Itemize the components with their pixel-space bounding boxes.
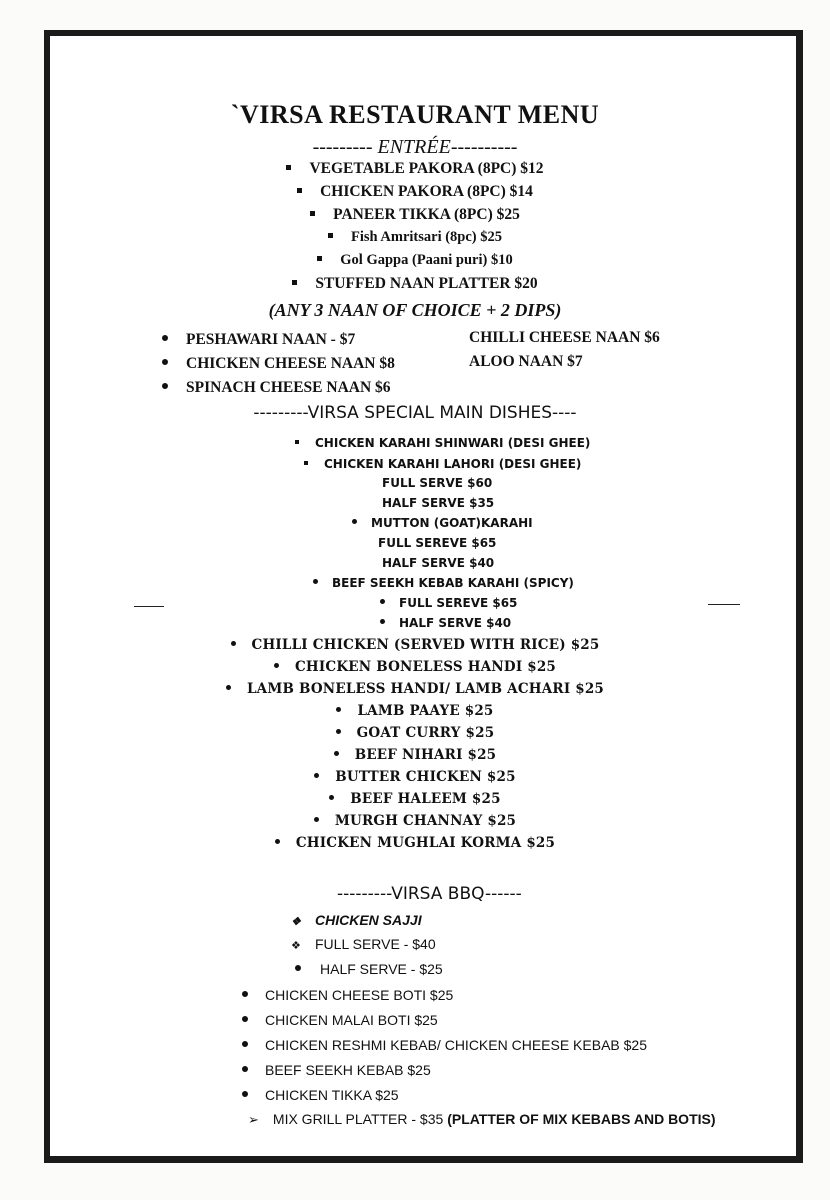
round-bullet-icon	[275, 839, 280, 844]
square-bullet-icon	[328, 233, 333, 238]
serve-option: FULL SEREVE $65	[380, 596, 517, 610]
square-bullet-icon	[286, 165, 291, 170]
square-bullet-icon	[317, 256, 322, 261]
round-bullet-icon	[274, 663, 279, 668]
bbq-item: CHICKEN MALAI BOTI $25	[242, 1012, 438, 1028]
dish-item: CHICKEN MUGHLAI KORMA $25	[0, 835, 830, 851]
bbq-heading: ---------VIRSA BBQ------	[337, 884, 522, 904]
dish-item: LAMB BONELESS HANDI/ LAMB ACHARI $25	[0, 681, 830, 697]
square-bullet-icon	[292, 280, 297, 285]
diamond-bullet-icon: ❖	[291, 940, 301, 952]
dish-item: CHICKEN KARAHI LAHORI (DESI GHEE)	[304, 457, 581, 471]
serve-option: HALF SERVE $35	[382, 496, 495, 510]
serve-option: FULL SEREVE $65	[378, 536, 497, 550]
dish-item: MURGH CHANNAY $25	[0, 813, 830, 829]
entree-item: STUFFED NAAN PLATTER $20	[0, 275, 830, 293]
round-bullet-icon	[313, 579, 318, 584]
scan-mark	[708, 604, 740, 605]
dish-item: GOAT CURRY $25	[0, 725, 830, 741]
round-bullet-icon	[231, 641, 236, 646]
dish-item: LAMB PAAYE $25	[0, 703, 830, 719]
bbq-item: ❖ CHICKEN SAJJI	[291, 912, 422, 928]
naan-item: ALOO NAAN $7	[469, 353, 583, 370]
round-bullet-icon	[295, 965, 301, 971]
round-bullet-icon	[242, 1066, 248, 1072]
square-bullet-icon	[297, 188, 302, 193]
round-bullet-icon	[162, 335, 168, 341]
entree-item: CHICKEN PAKORA (8PC) $14	[0, 183, 830, 201]
round-bullet-icon	[329, 795, 334, 800]
bbq-item: CHICKEN CHEESE BOTI $25	[242, 987, 453, 1003]
entree-item: Gol Gappa (Paani puri) $10	[0, 252, 830, 269]
entree-item: VEGETABLE PAKORA (8PC) $12	[0, 160, 830, 178]
dish-item: CHICKEN BONELESS HANDI $25	[0, 659, 830, 675]
dish-item: BUTTER CHICKEN $25	[0, 769, 830, 785]
serve-option: HALF SERVE - $25	[291, 961, 443, 977]
round-bullet-icon	[162, 359, 168, 365]
round-bullet-icon	[314, 773, 319, 778]
square-bullet-icon	[304, 461, 308, 465]
special-heading: ---------VIRSA SPECIAL MAIN DISHES----	[253, 403, 577, 423]
diamond-bullet-icon: ❖	[291, 916, 301, 928]
bbq-item: BEEF SEEKH KEBAB $25	[242, 1062, 431, 1078]
bbq-item: CHICKEN TIKKA $25	[242, 1087, 399, 1103]
bbq-item: ➢ MIX GRILL PLATTER - $35 (PLATTER OF MIX KEBABS AND BOTIS)	[248, 1111, 716, 1127]
square-bullet-icon	[310, 211, 315, 216]
serve-option: HALF SERVE $40	[382, 556, 495, 570]
dish-item: CHILLI CHICKEN (SERVED WITH RICE) $25	[0, 637, 830, 653]
round-bullet-icon	[380, 619, 385, 624]
round-bullet-icon	[226, 685, 231, 690]
round-bullet-icon	[334, 751, 339, 756]
entree-heading: --------- ENTRÉE----------	[312, 136, 518, 158]
square-bullet-icon	[295, 440, 299, 444]
naan-item: CHILLI CHEESE NAAN $6	[469, 329, 660, 346]
bbq-item: CHICKEN RESHMI KEBAB/ CHICKEN CHEESE KEBAB $25	[242, 1037, 647, 1053]
round-bullet-icon	[242, 1041, 248, 1047]
round-bullet-icon	[336, 729, 341, 734]
serve-option: FULL SERVE $60	[382, 476, 493, 490]
arrow-bullet-icon: ➢	[248, 1112, 259, 1127]
dish-item: BEEF NIHARI $25	[0, 747, 830, 763]
entree-item: Fish Amritsari (8pc) $25	[0, 229, 830, 246]
dish-item: BEEF HALEEM $25	[0, 791, 830, 807]
round-bullet-icon	[352, 519, 357, 524]
round-bullet-icon	[242, 991, 248, 997]
serve-option: HALF SERVE $40	[380, 616, 511, 630]
menu-title: `VIRSA RESTAURANT MENU	[230, 100, 600, 129]
naan-item: PESHAWARI NAAN - $7	[162, 331, 355, 349]
round-bullet-icon	[162, 383, 168, 389]
naan-item: CHICKEN CHEESE NAAN $8	[162, 355, 395, 373]
naan-item: SPINACH CHEESE NAAN $6	[162, 379, 391, 397]
scan-mark	[134, 606, 164, 607]
dish-item: MUTTON (GOAT)KARAHI	[352, 516, 533, 530]
dish-item: CHICKEN KARAHI SHINWARI (DESI GHEE)	[295, 436, 590, 450]
round-bullet-icon	[242, 1016, 248, 1022]
dish-item: BEEF SEEKH KEBAB KARAHI (SPICY)	[313, 576, 574, 590]
round-bullet-icon	[314, 817, 319, 822]
round-bullet-icon	[380, 599, 385, 604]
platter-note: (ANY 3 NAAN OF CHOICE + 2 DIPS)	[268, 300, 562, 320]
round-bullet-icon	[242, 1091, 248, 1097]
serve-option: ❖ FULL SERVE - $40	[291, 936, 436, 952]
entree-item: PANEER TIKKA (8PC) $25	[0, 206, 830, 224]
round-bullet-icon	[336, 707, 341, 712]
